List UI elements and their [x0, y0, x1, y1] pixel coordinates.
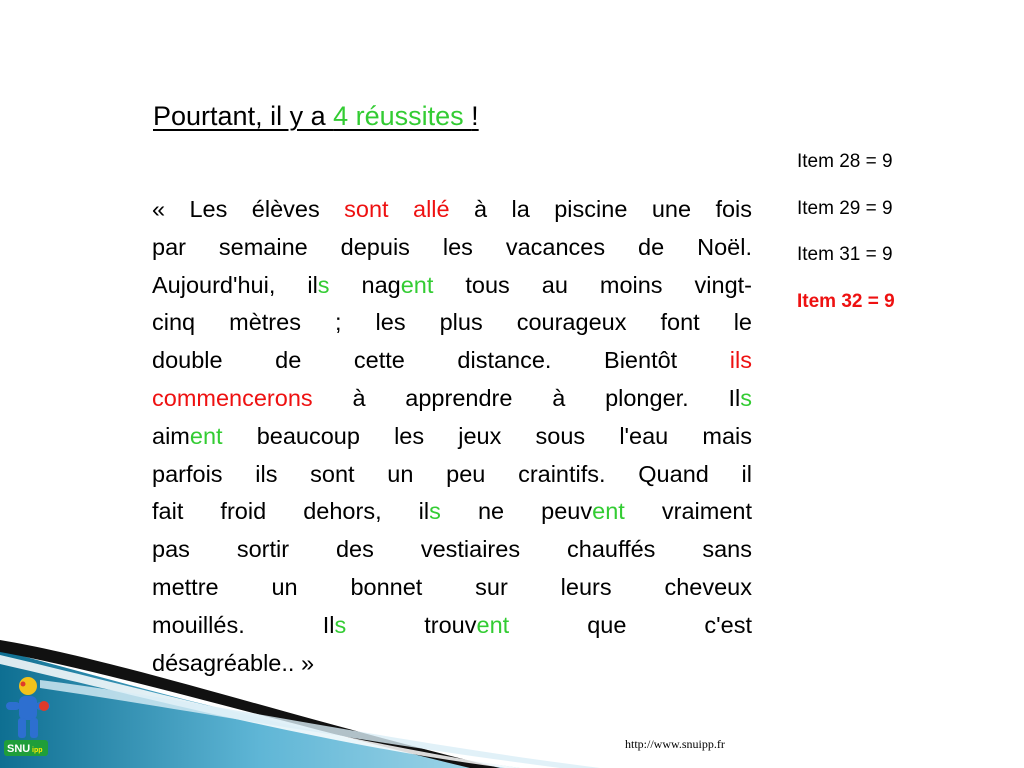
- paragraph-line: [152, 342, 752, 380]
- correct-ending-segment: s: [429, 498, 441, 525]
- items-list: [797, 148, 895, 334]
- snuipp-logo: [0, 672, 60, 764]
- text-segment: cinq mètres ; les plus courageux font le: [152, 309, 752, 336]
- paragraph-line: [152, 493, 752, 531]
- correct-ending-segment: ent: [189, 422, 223, 449]
- text-segment: ne peuv: [440, 498, 593, 525]
- paragraph-line: [152, 645, 752, 683]
- text-segment: vraiment: [624, 498, 753, 525]
- text-segment: que c'est: [509, 611, 753, 638]
- title-prefix: Pourtant, il y a: [153, 101, 334, 131]
- text-segment: par semaine depuis les vacances de Noël.: [152, 233, 752, 260]
- paragraph-line: [152, 267, 752, 305]
- correct-ending-segment: ent: [400, 271, 434, 298]
- item-score: Item 28 = 9: [797, 151, 893, 172]
- text-segment: double de cette distance. Bientôt: [152, 347, 730, 374]
- dictation-paragraph: [152, 191, 752, 682]
- item-score: Item 29 = 9: [797, 197, 893, 219]
- item-score: Item 31 = 9: [797, 244, 893, 265]
- text-segment: mouillés. Il: [152, 611, 335, 638]
- paragraph-line: [152, 229, 752, 267]
- correct-ending-segment: s: [334, 611, 347, 638]
- text-segment: parfois ils sont un peu craintifs. Quand il: [152, 460, 752, 487]
- text-segment: « Les élèves: [152, 196, 345, 222]
- text-segment: trouv: [346, 611, 477, 638]
- text-segment: aim: [152, 422, 190, 449]
- text-segment: fait froid dehors, il: [152, 498, 430, 525]
- title-suffix: !: [471, 101, 479, 131]
- error-segment: sont allé: [344, 196, 450, 222]
- error-segment: ils: [729, 347, 752, 374]
- text-segment: nag: [329, 271, 401, 298]
- paragraph-line: [152, 418, 752, 456]
- text-segment: désagréable.. »: [152, 649, 315, 676]
- error-segment: commencerons: [152, 384, 313, 411]
- title-highlight: 4 réussites: [333, 101, 472, 131]
- correct-ending-segment: ent: [476, 611, 510, 638]
- text-segment: pas sortir des vestiaires chauffés sans: [152, 536, 752, 563]
- correct-ending-segment: s: [740, 384, 752, 411]
- text-segment: beaucoup les jeux sous l'eau mais: [222, 422, 752, 449]
- paragraph-line: [152, 456, 752, 494]
- correct-ending-segment: ent: [592, 498, 625, 525]
- paragraph-line: [152, 304, 752, 342]
- paragraph-line: [152, 569, 752, 607]
- text-segment: tous au moins vingt-: [433, 271, 752, 298]
- logo-text: SNU: [7, 743, 31, 755]
- logo-subtext: ipp: [32, 747, 43, 754]
- paragraph-line: [152, 380, 752, 418]
- paragraph-line: [152, 531, 752, 569]
- footer-url: http://www.snuipp.fr: [625, 737, 725, 751]
- item-score: Item 32 = 9: [797, 290, 895, 312]
- text-segment: Aujourd'hui, il: [152, 271, 318, 298]
- text-segment: à la piscine une fois: [449, 196, 753, 222]
- text-segment: mettre un bonnet sur leurs cheveux: [152, 573, 752, 600]
- paragraph-line: [152, 191, 752, 229]
- paragraph-line: [152, 607, 752, 645]
- slide-title: [153, 98, 479, 134]
- correct-ending-segment: s: [317, 271, 330, 298]
- text-segment: à apprendre à plonger. Il: [312, 384, 741, 411]
